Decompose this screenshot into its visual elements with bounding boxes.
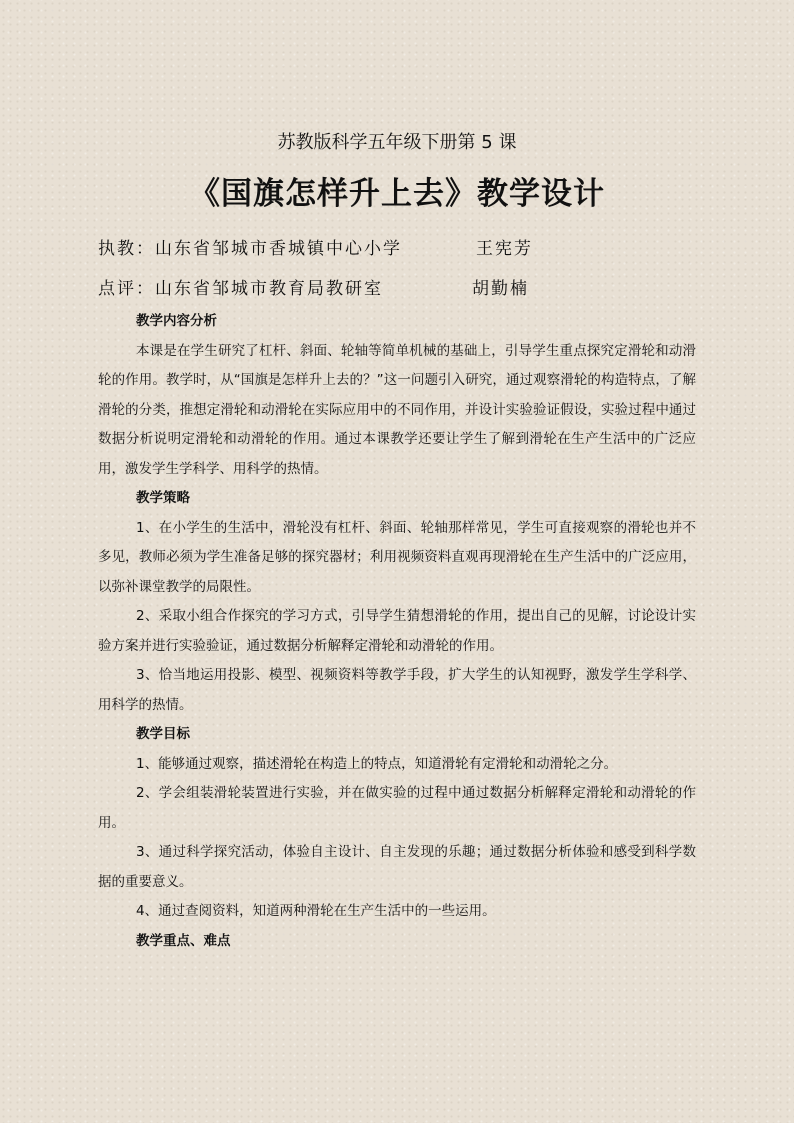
paragraph: 1、能够通过观察，描述滑轮在构造上的特点，知道滑轮有定滑轮和动滑轮之分。	[136, 755, 618, 772]
section-heading-objectives: 教学目标	[136, 726, 190, 742]
paragraph: 3、恰当地运用投影、模型、视频资料等教学手段，扩大学生的认知视野，激发学生学科学、用科学的热情。	[98, 667, 696, 713]
paragraph: 3、通过科学探究活动，体验自主设计、自主发现的乐趣；通过数据分析体验和感受到科学数据的重要意义。	[98, 844, 696, 890]
section-heading-key-points: 教学重点、难点	[136, 932, 231, 949]
reviewer-line	[98, 274, 529, 299]
paragraph: 2、采取小组合作探究的学习方式，引导学生猜想滑轮的作用，提出自己的见解，讨论设计实验方案并进行实验验证，通过数据分析解释定滑轮和动滑轮的作用。	[98, 608, 696, 654]
page-title: 《国旗怎样升上去》教学设计	[189, 176, 605, 212]
instructor-line	[98, 234, 533, 259]
reviewer-name: 胡勤楠	[472, 279, 529, 299]
course-subtitle: 苏教版科学五年级下册第 5 课	[277, 132, 517, 153]
paragraph: 1、在小学生的生活中，滑轮没有杠杆、斜面、轮轴那样常见，学生可直接观察的滑轮也并不多见，教师必须为学生准备足够的探究器材；利用视频资料直观再现滑轮在生产生活中的广泛应用，以弥补课堂教学的局限性。	[98, 519, 696, 595]
section-heading-strategy: 教学策略	[136, 490, 190, 506]
document-body	[98, 307, 696, 956]
paragraph: 本课是在学生研究了杠杆、斜面、轮轴等简单机械的基础上，引导学生重点探究定滑轮和动滑轮的作用。教学时，从“国旗是怎样升上去的？”这一问题引入研究，通过观察滑轮的构造特点，了解滑轮的分类，推想定滑轮和动滑轮在实际应用中的不同作用，并设计实验验证假设，实验过程中通过数据分析说明定滑轮和动滑轮的作用。通过本课教学还要让学生了解到滑轮在生产生活中的广泛应用，激发学生学科学、用科学的热情。	[98, 342, 696, 477]
paragraph: 4、通过查阅资料，知道两种滑轮在生产生活中的一些运用。	[136, 903, 496, 919]
section-heading-content-analysis: 教学内容分析	[136, 313, 217, 329]
instructor-label: 执教：山东省邹城市香城镇中心小学	[98, 239, 402, 259]
paragraph: 2、学会组装滑轮装置进行实验，并在做实验的过程中通过数据分析解释定滑轮和动滑轮的作用。	[98, 785, 696, 831]
reviewer-label: 点评：山东省邹城市教育局教研室	[98, 279, 383, 299]
instructor-name: 王宪芳	[476, 239, 533, 259]
